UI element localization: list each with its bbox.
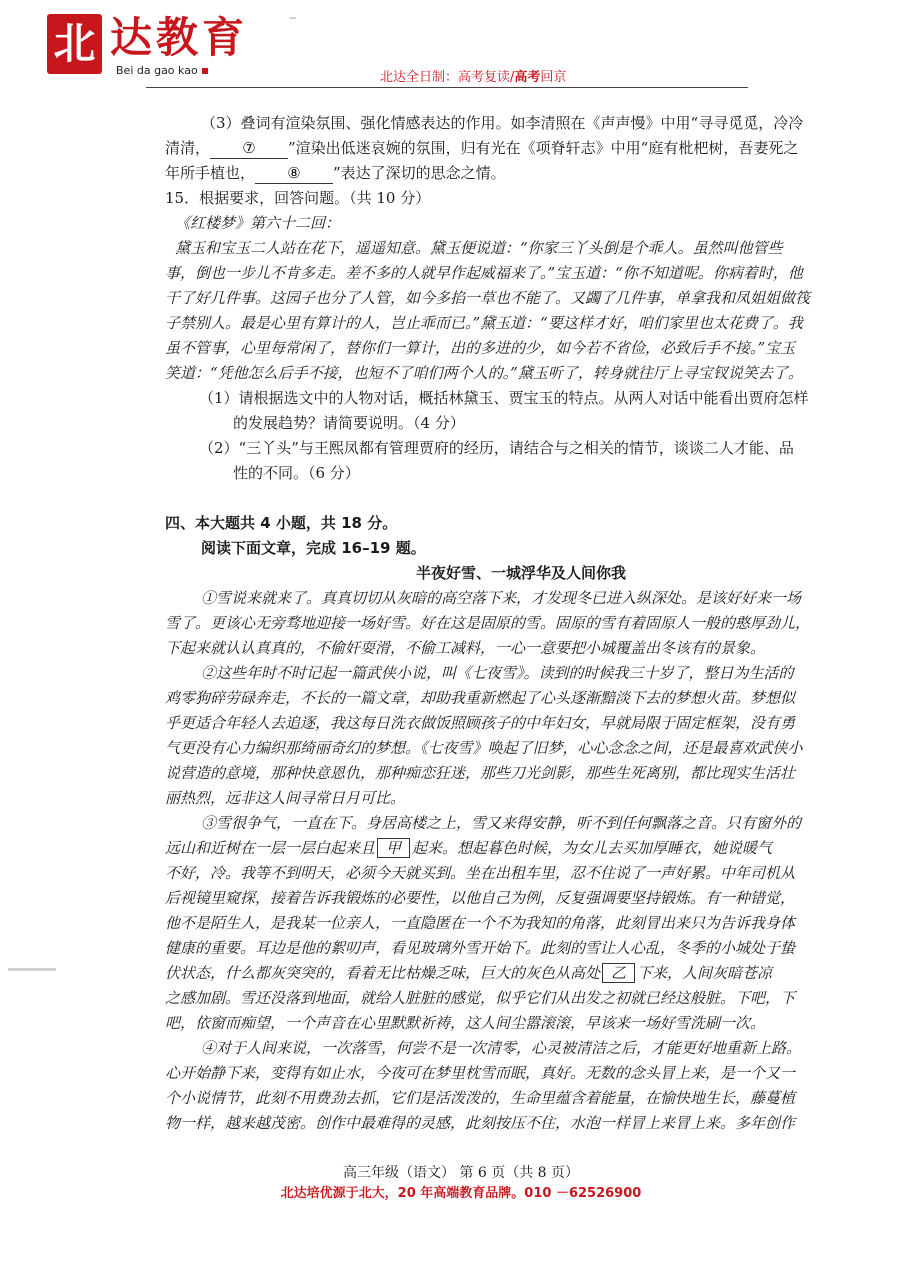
scan-artifact [290, 17, 296, 19]
q14-3-line1: （3）叠词有渲染氛围、强化情感表达的作用。如李清照在《声声慢》中用“寻寻觅觅，冷冷 [201, 114, 804, 132]
q15-passage-line: 干了好几件事。这园子也分了人管，如今多掐一草也不能了。又蠲了几件事，单拿我和凤姐姐做筏 [165, 289, 811, 307]
article-p3-line: 不好，冷。我等不到明天，必须今天就买到。坐在出租车里，忍不住说了一声好累。中年司机从 [165, 864, 796, 882]
article-p1-line: 雪了。更该心无旁骛地迎接一场好雪。好在这是固原的雪。固原的雪有着固原人一般的憨厚劲儿， [165, 614, 811, 632]
blank-7: ⑦ [210, 138, 288, 159]
article-p4-line: 物一样，越来越茂密。创作中最难得的灵感，此刻按压不住，水泡一样冒上来冒上来。多年创作 [165, 1114, 796, 1132]
logo-name: 达教育 [110, 13, 249, 62]
header-slogan: 北达全日制：高考复读/高考回京 [380, 70, 567, 85]
header-divider [146, 87, 748, 88]
article-p3-line: 他不是陌生人，是我某一位亲人，一直隐匿在一个不为我知的角落，此刻冒出来只为告诉我身体 [165, 914, 796, 932]
logo-mark: 北 [47, 14, 102, 74]
section4-heading: 四、本大题共 4 小题，共 18 分。 [165, 514, 398, 532]
article-p2-line: 气更没有心力编织那绮丽奇幻的梦想。《七夜雪》唤起了旧梦，心心念念之间，还是最喜欢武侠小 [165, 739, 803, 757]
article-p3-line: ③雪很争气，一直在下。身居高楼之上，雪又来得安静，听不到任何飘落之音。只有窗外的 [201, 814, 802, 832]
q15-passage-line: 笑道：“凭他怎么后手不接，也短不了咱们两个人的。”黛玉听了，转身就往厅上寻宝钗说笑去了。 [165, 364, 803, 382]
q15-passage-line: 事，倒也一步儿不肯多走。差不多的人就早作起威福来了。”宝玉道：“你不知道呢。你病着时，他 [165, 264, 803, 282]
q15-sub2-line1: （2）“三丫头”与王熙凤都有管理贾府的经历，请结合与之相关的情节，谈谈二人才能、品 [199, 439, 794, 457]
q15-passage-line: 黛玉和宝玉二人站在花下，遥遥知意。黛玉便说道：“你家三丫头倒是个乖人。虽然叫他管些 [175, 239, 783, 257]
q15-sub2-line2: 性的不同。（6 分） [233, 464, 360, 482]
q14-3-line2: 清清， ⑦ ”渲染出低迷哀婉的氛围，归有光在《项脊轩志》中用“庭有枇杷树，吾妻死之 [165, 139, 799, 157]
q14-3-line3: 年所手植也， ⑧ ”表达了深切的思念之情。 [165, 164, 506, 182]
article-p4-line: ④对于人间来说，一次落雪，何尝不是一次清零，心灵被清洁之后，才能更好地重新上路。 [201, 1039, 802, 1057]
q15-passage-line: 子禁别人。最是心里有算计的人，岂止乖而已。”黛玉道：“要这样才好，咱们家里也太花费了。我 [165, 314, 803, 332]
article-p3-line: 之感加剧。雪还没落到地面，就给人脏脏的感觉，似乎它们从出发之初就已经这般脏。下吧，下 [165, 989, 796, 1007]
q15-heading: 15．根据要求，回答问题。（共 10 分） [165, 189, 431, 207]
article-p4-line: 个小说情节，此刻不用费劲去抓，它们是活泼泼的，生命里蕴含着能量，在愉快地生长，藤蔓植 [165, 1089, 796, 1107]
article-p2-line: 乎更适合年轻人去追逐，我这每日洗衣做饭照顾孩子的中年妇女，早就局限于固定框架，没有勇 [165, 714, 796, 732]
logo-dot-icon [202, 68, 208, 74]
logo-pinyin: Bei da gao kao [116, 64, 208, 77]
article-title: 半夜好雪、一城浮华及人间你我 [415, 564, 626, 582]
scan-artifact [8, 968, 56, 971]
article-p3-line: 远山和近树在一层一层白起来且 甲 起来。想起暮色时候，为女儿去买加厚睡衣，她说暖气 [165, 839, 773, 857]
q15-sub1-line2: 的发展趋势？请简要说明。（4 分） [233, 414, 465, 432]
blank-8: ⑧ [255, 163, 333, 184]
article-p4-line: 心开始静下来，变得有如止水，今夜可在梦里枕雪而眠，真好。无数的念头冒上来，是一个又一 [165, 1064, 796, 1082]
q15-passage-line: 虽不管事，心里每常闲了，替你们一算计，出的多进的少，如今若不省俭，必致后手不接。”宝玉 [165, 339, 796, 357]
section4-instruction: 阅读下面文章，完成 16–19 题。 [201, 539, 426, 557]
article-p3-line: 健康的重要。耳边是他的絮叨声，看见玻璃外雪开始下。此刻的雪让人心乱，冬季的小城处于蛰 [165, 939, 796, 957]
blank-yi: 乙 [602, 963, 635, 983]
article-p3-line: 后视镜里窥探，接着告诉我锻炼的必要性，以他自己为例，反复强调要坚持锻炼。有一种错觉， [165, 889, 796, 907]
article-p2-line: 丽热烈，远非这人间寻常日月可比。 [165, 789, 406, 807]
q15-source: 《红楼梦》第六十二回： [175, 214, 341, 232]
article-p1-line: 下起来就认认真真的，不偷奸耍滑，不偷工减料，一心一意要把小城覆盖出冬该有的景象。 [165, 639, 766, 657]
article-p2-line: 鸡零狗碎劳碌奔走，不长的一篇文章，却助我重新燃起了心头逐渐黯淡下去的梦想火苗。梦想似 [165, 689, 796, 707]
page-content [165, 111, 877, 1136]
article-p1-line: ①雪说来就来了。真真切切从灰暗的高空落下来，才发现冬已进入纵深处。是该好好来一场 [201, 589, 802, 607]
article-p3-line: 伏状态，什么都灰突突的，看着无比枯燥乏味，巨大的灰色从高处 乙 下来，人间灰暗苍凉 [165, 964, 773, 982]
article-p2-line: ②这些年时不时记起一篇武侠小说，叫《七夜雪》。读到的时候我三十岁了，整日为生活的 [201, 664, 794, 682]
blank-jia: 甲 [377, 838, 410, 858]
q15-sub1-line1: （1）请根据选文中的人物对话，概括林黛玉、贾宝玉的特点。从两人对话中能看出贾府怎样 [199, 389, 809, 407]
page-number: 高三年级（语文） 第 6 页（共 8 页） [342, 1165, 580, 1181]
article-p3-line: 吧，依窗而痴望，一个声音在心里默默祈祷，这人间尘嚣滚滚，早该来一场好雪洗刷一次。 [165, 1014, 766, 1032]
article-p2-line: 说营造的意境，那种快意恩仇，那种痴恋狂迷，那些刀光剑影，那些生死离别，都比现实生活壮 [165, 764, 796, 782]
footer-tagline: 北达培优源于北大，20 年高端教育品牌。010 －62526900 [280, 1186, 642, 1201]
